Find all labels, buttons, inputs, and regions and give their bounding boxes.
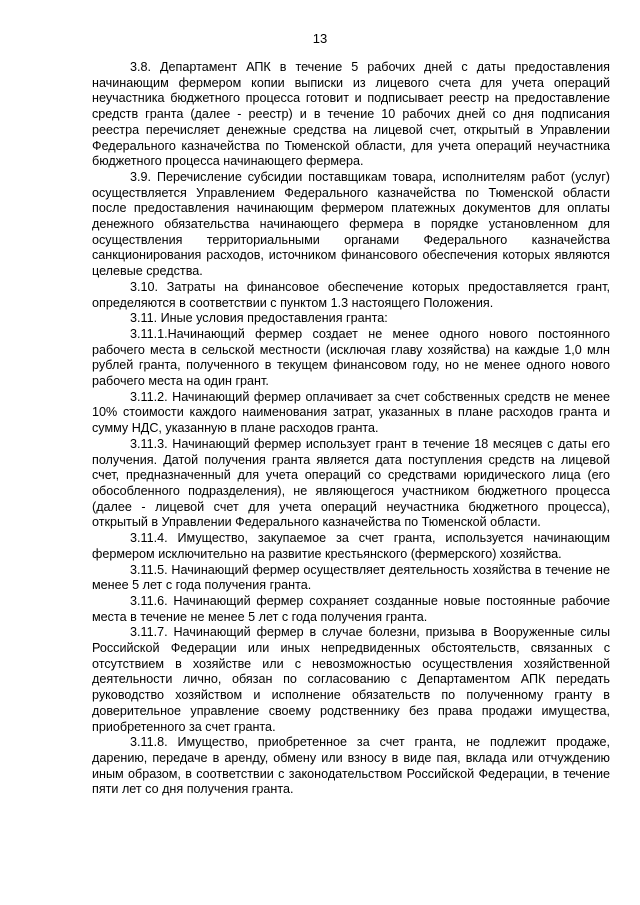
paragraph-3-9: 3.9. Перечисление субсидии поставщикам товара, исполнителям работ (услуг) осуществляется Управлением Федерального казначейства по Тюменской области после предоставления начинающим фермером платежных документов для оплаты денежного обязательства начинающего фермера в порядке установленном для осуществления территориальными органами Федерального казначейства санкционирования расходов, источником финансового обеспечения которых являются целевые средства. xyxy=(92,169,610,279)
paragraph-3-11-2: 3.11.2. Начинающий фермер оплачивает за счет собственных средств не менее 10% стоимости каждого наименования затрат, указанных в плане расходов гранта и сумму НДС, указанную в плане расходов гранта. xyxy=(92,389,610,436)
paragraph-3-11-5: 3.11.5. Начинающий фермер осуществляет деятельность хозяйства в течение не менее 5 лет с года получения гранта. xyxy=(92,562,610,593)
paragraph-3-11-1: 3.11.1.Начинающий фермер создает не менее одного нового постоянного рабочего места в сельской местности (исключая главу хозяйства) на каждые 1,0 млн рублей гранта, полученного в текущем финансовом году, но не менее одного нового рабочего места на один грант. xyxy=(92,326,610,389)
document-body xyxy=(92,60,610,798)
paragraph-3-11-8: 3.11.8. Имущество, приобретенное за счет гранта, не подлежит продаже, дарению, передаче в аренду, обмену или взносу в виде пая, вклада или отчуждению иным образом, в соответствии с законодательством Российской Федерации, в течение пяти лет со дня получения гранта. xyxy=(92,735,610,797)
paragraph-3-11-3: 3.11.3. Начинающий фермер использует грант в течение 18 месяцев с даты его получения. Датой получения гранта является дата поступления средств на лицевой счет, предназначенный для учета операций со средствами юридического лица (его обособленного подразделения), не являющегося участником бюджетного процесса (далее - лицевой счет для учета операций неучастника бюджетного процесса), открытый в Управлении Федерального казначейства по Тюменской области. xyxy=(92,436,610,530)
paragraph-3-11-4: 3.11.4. Имущество, закупаемое за счет гранта, используется начинающим фермером исключительно на развитие крестьянского (фермерского) хозяйства. xyxy=(92,531,610,561)
paragraph-3-8: 3.8. Департамент АПК в течение 5 рабочих дней с даты предоставления начинающим фермером копии выписки из лицевого счета для учета операций неучастника бюджетного процесса готовит и подписывает реестр на предоставление средств гранта (далее - реестр) и в течение 10 рабочих дней со дня подписания реестра перечисляет денежные средства на лицевой счет, открытый в Управлении Федерального казначейства по Тюменской области, для учета операций неучастника бюджетного процесса начинающего фермера. xyxy=(92,60,610,169)
paragraph-3-11-7: 3.11.7. Начинающий фермер в случае болезни, призыва в Вооруженные силы Российской Федерации или иных непредвиденных обстоятельств, связанных с отсутствием в хозяйстве или с невозможностью осуществления хозяйственной деятельности лично, обязан по согласованию с Департаментом АПК передать руководство хозяйством и исполнение обязательств по полученному гранту в доверительное управление своему родственнику без права продажи имущества, приобретенного за счет гранта. xyxy=(92,625,610,734)
page-number: 13 xyxy=(312,31,328,46)
paragraph-3-11-6: 3.11.6. Начинающий фермер сохраняет созданные новые постоянные рабочие места в течение не менее 5 лет с года получения гранта. xyxy=(92,593,610,624)
paragraph-3-11: 3.11. Иные условия предоставления гранта: xyxy=(130,311,388,326)
paragraph-3-10: 3.10. Затраты на финансовое обеспечение которых предоставляется грант, определяются в соответствии с пунктом 1.3 настоящего Положения. xyxy=(92,279,610,310)
